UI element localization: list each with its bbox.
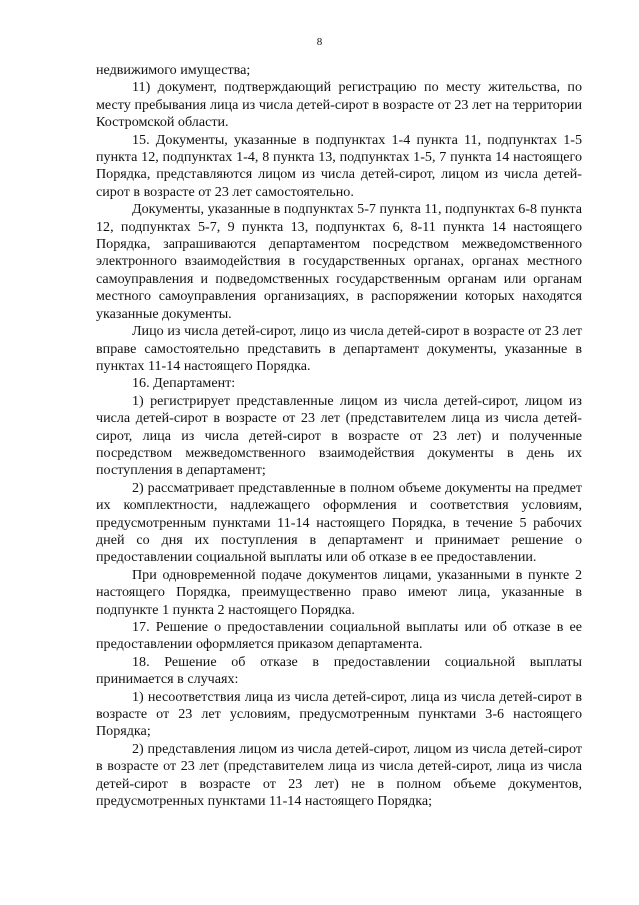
paragraph-item-16-priority: При одновременной подаче документов лицами, указанными в пункте 2 настоящего Порядка, преимущественно право имеют лица, указанные в подпункте 1 пункта 2 настоящего Порядка. [96,566,582,618]
paragraph-continuation: недвижимого имущества; [96,62,251,78]
paragraph-item-16-subitem-1: 1) регистрирует представленные лицом из числа детей-сирот, лицом из числа детей-сирот в возрасте от 23 лет (представителем лица из числа детей-сирот, лица из числа детей-сирот в возрасте от 23 лет) и полученные посредством межведомственного взаимодействия документы в день их поступления в департамент; [96,392,582,479]
page-number: 8 [316,36,323,48]
paragraph-item-18-subitem-1: 1) несоответствия лица из числа детей-сирот, лица из числа детей-сирот в возрасте от 23 лет условиям, предусмотренным пунктами 3-6 настоящего Порядка; [96,688,582,740]
paragraph-subitem-11: 11) документ, подтверждающий регистрацию по месту жительства, по месту пребывания лица из числа детей-сирот в возрасте от 23 лет на территории Костромской области. [96,79,582,131]
document-body [96,62,582,810]
paragraph-item-15: 15. Документы, указанные в подпунктах 1-4 пункта 11, подпунктах 1-5 пункта 12, подпунктах 1-4, 8 пункта 13, подпунктах 1-5, 7 пункта 14 настоящего Порядка, представляются лицом из числа детей-сирот, лицом из числа детей-сирот в возрасте от 23 лет самостоятельно. [96,131,582,200]
paragraph-item-17: 17. Решение о предоставлении социальной выплаты или об отказе в ее предоставлении оформляется приказом департамента. [96,619,582,653]
paragraph-item-18-subitem-2: 2) представления лицом из числа детей-сирот, лицом из числа детей-сирот в возрасте от 23 лет (представителем лица из числа детей-сирот, лица из числа детей-сирот в возрасте от 23 лет) не в полном объеме документов, предусмотренных пунктами 11-14 настоящего Порядка; [96,740,582,810]
paragraph-item-16-subitem-2: 2) рассматривает представленные в полном объеме документы на предмет их комплектности, надлежащего оформления и соответствия условиям, предусмотренным пунктами 11-14 настоящего Порядка, в течение 5 рабочих дней со дня их поступления в департамент и принимает решение о предоставлении социальной выплаты или об отказе в ее предоставлении. [96,479,582,566]
paragraph-item-15-requested-documents: Документы, указанные в подпунктах 5-7 пункта 11, подпунктах 6-8 пункта 12, подпунктах 5-7, 9 пункта 13, подпунктах 6, 8-11 пункта 14 настоящего Порядка, запрашиваются департаментом посредством межведомственного электронного взаимодействия в государственных органах, органах местного самоуправления и подведомственных государственным органам или органам местного самоуправления организациях, в распоряжении которых находятся указанные документы. [96,201,582,322]
paragraph-item-18: 18. Решение об отказе в предоставлении социальной выплаты принимается в случаях: [96,653,582,688]
paragraph-item-16: 16. Департамент: [132,375,236,392]
paragraph-item-15-self-submission: Лицо из числа детей-сирот, лицо из числа детей-сирот в возрасте от 23 лет вправе самостоятельно представить в департамент документы, указанные в пунктах 11-14 настоящего Порядка. [96,323,582,374]
